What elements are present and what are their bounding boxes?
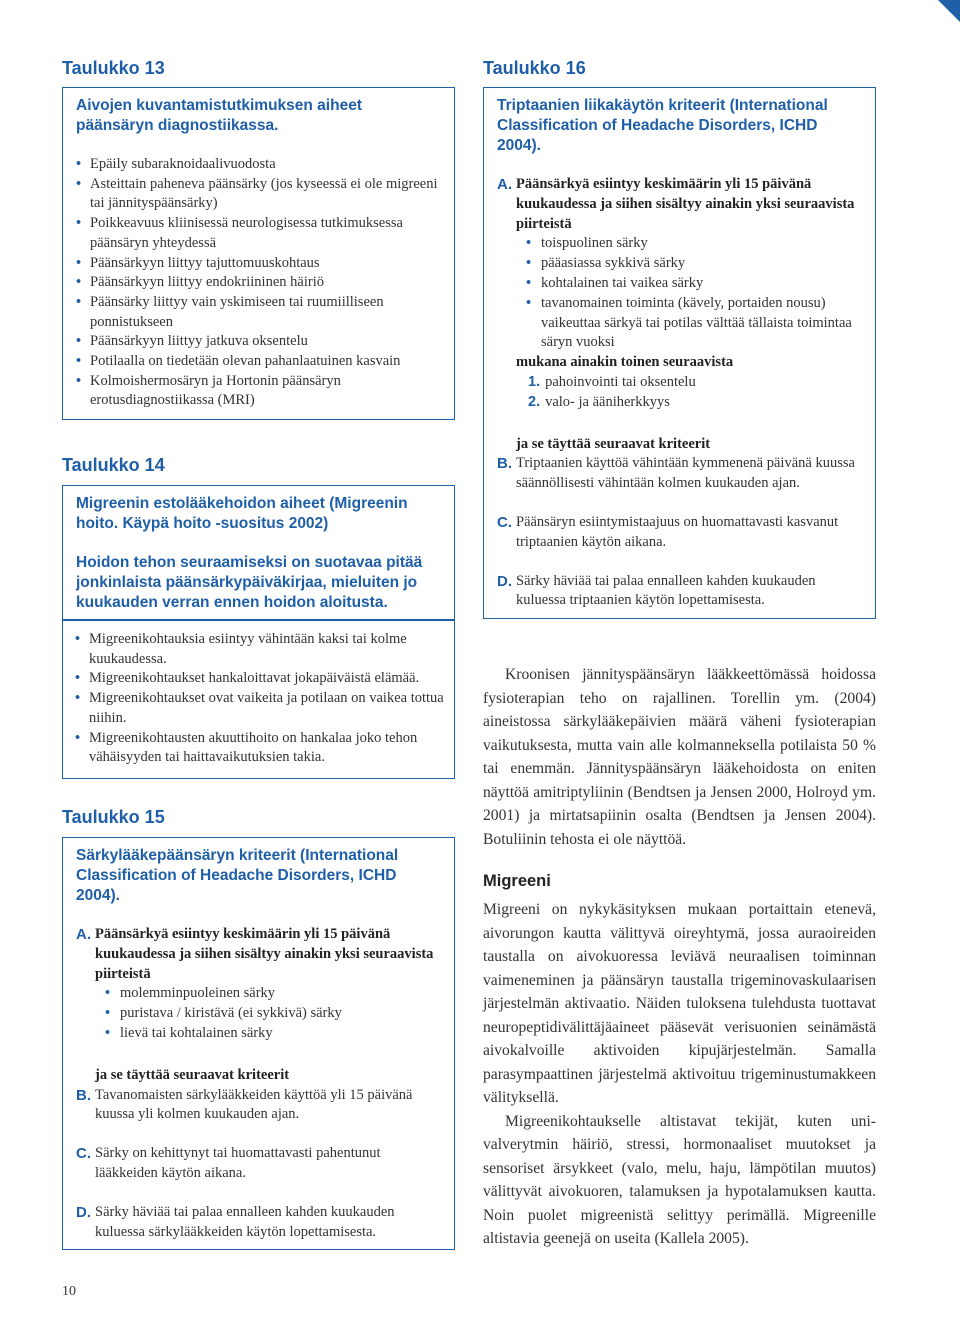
criterion-letter: B.: [497, 455, 512, 473]
list-item: • Päänsärkyyn liittyy tajuttomuuskohtaus: [76, 254, 442, 274]
table14-note: Hoidon tehon seuraamiseksi on suotavaa pitää jonkinlaista päänsärkypäiväkirjaa, mieluiten jo kuukauden verran ennen hoidon aloitusta.: [76, 554, 423, 611]
criterion-letter: C.: [76, 1145, 91, 1163]
criterion-a-text: Päänsärkyä esiintyy keskimäärin yli 15 päivänä kuukaudessa ja siihen sisältyy ainakin yksi seuraavista piirteistä: [516, 176, 855, 232]
table14-divider: [62, 619, 455, 621]
table16-criterion-d: [497, 572, 863, 612]
criterion-letter: D.: [76, 1203, 91, 1221]
table13-list: [76, 155, 442, 411]
table14-title: Migreenin estolääkehoidon aiheet (Migreenin hoito. Käypä hoito -suositus 2002): [76, 495, 408, 532]
table14-list: [75, 630, 447, 768]
list-item: • tavanomainen toiminta (kävely, portaiden nousu) vaikeuttaa särkyä tai potilas välttää tällaista toimintaa säryn vuoksi: [522, 294, 863, 353]
criteria-intro: ja se täyttää seuraavat kriteerit: [95, 1066, 290, 1083]
criterion-c-text: Päänsäryn esiintymistaajuus on huomattavasti kasvanut triptaanien käytön aikana.: [516, 513, 839, 550]
table16-box: [483, 87, 876, 619]
table16-num-list: [516, 373, 863, 413]
page-number: 10: [62, 1284, 76, 1299]
table14-heading: Taulukko 14: [62, 455, 165, 475]
list-item: 2. valo- ja ääniherkkyys: [528, 393, 670, 410]
criterion-letter: A.: [76, 926, 91, 943]
criterion-letter: D.: [497, 572, 512, 590]
corner-accent: [938, 0, 960, 22]
body-paragraph: Migreeni on nykykäsityksen mukaan portaittain etenevä, aivorungon kautta välittyvä oireyhtymä, jossa auraoireiden taustalla on aivokuoressa leviävä neuraalisen toiminnan vaimeneminen ja päänsäryn taustalla trigeminovaskulaarisen järjestelmän aktivaatio. Näiden tuloksena tulehdusta tuottavat neuropeptidivälittäjäaineet pääsevät verisuonien seinämästä aivokalvoille aktivoiden kipujärjestelmän. Samalla parasympaattinen järjestelmä aktivoituu trigeminustumakkeen välityksellä.: [483, 901, 876, 1106]
section-heading: Migreeni: [483, 872, 551, 890]
body-text: [483, 663, 876, 1251]
table16-a-list: [516, 234, 863, 353]
list-item: • Asteittain paheneva päänsärky (jos kyseessä ei ole migreeni tai jännityspäänsärky): [76, 175, 442, 214]
criterion-letter: A.: [497, 176, 512, 193]
list-item: • Epäily subaraknoidaalivuodosta: [76, 155, 442, 175]
criterion-letter: B.: [76, 1086, 91, 1104]
list-item: • Poikkeavuus kliinisessä neurologisessa tutkimuksessa päänsäryn yhteydessä: [76, 214, 442, 253]
list-item: • Migreenikohtauksia esiintyy vähintään kaksi tai kolme kuukaudessa.: [75, 630, 447, 669]
table15-criterion-c: [76, 1144, 442, 1184]
criterion-b-text: Tavanomaisten särkylääkkeiden käyttöä yli 15 päivänä kuussa yli kolmen kuukauden ajan.: [95, 1086, 413, 1123]
table15-heading: Taulukko 15: [62, 807, 165, 827]
criteria-intro: ja se täyttää seuraavat kriteerit: [516, 435, 711, 452]
table16-criterion-c: [497, 513, 863, 553]
list-item: • Migreenikohtausten akuuttihoito on hankalaa joko tehon vähäisyyden tai haittavaikutuksien takia.: [75, 729, 447, 768]
table16-title: Triptaanien liikakäytön kriteerit (International Classification of Headache Disorders, ICHD 2004).: [497, 97, 828, 154]
body-paragraph: Migreenikohtaukselle altistavat tekijät, kuten uni-valverytmin häiriö, stressi, hormonaaliset muutokset ja sensoriset ärsykkeet (valo, melu, haju, lämpötilan muutos) välittyvät aivokuoren, talamuksen ja hypotalamuksen kautta. Noin puolet migreenistä selittyy perimällä. Migreenille altistavia geenejä on useita (Kallela 2005).: [483, 1112, 876, 1247]
table15-a-list: [95, 984, 442, 1043]
criterion-d-text: Särky häviää tai palaa ennalleen kahden kuukauden kuluessa triptaanien käytön lopettamisesta.: [516, 572, 816, 609]
list-item: • molemminpuoleinen särky: [101, 984, 442, 1004]
list-item: • pääasiassa sykkivä särky: [522, 254, 863, 274]
list-item: • Päänsärky liittyy vain yskimiseen tai ruumiilliseen ponnistukseen: [76, 293, 442, 332]
table16-criterion-b: [497, 435, 863, 494]
list-item: 1. pahoinvointi tai oksentelu: [528, 373, 696, 390]
table16-heading: Taulukko 16: [483, 58, 586, 78]
table15-box: [62, 837, 455, 1250]
table15-title: Särkylääkepäänsäryn kriteerit (International Classification of Headache Disorders, ICHD 2004).: [76, 847, 399, 904]
list-item: • Päänsärkyyn liittyy endokriininen häiriö: [76, 273, 442, 293]
criteria-intro-one: mukana ainakin toinen seuraavista: [516, 354, 734, 371]
table13-heading: Taulukko 13: [62, 58, 165, 78]
table13-title: Aivojen kuvantamistutkimuksen aiheet päänsäryn diagnostiikassa.: [76, 97, 362, 134]
list-item: • kohtalainen tai vaikea särky: [522, 274, 863, 294]
body-paragraph: Kroonisen jännityspäänsäryn lääkkeettömässä hoidossa fysioterapian teho on rajallinen. Torellin ym. (2004) aineistossa särkylääkepäivien määrä väheni fysioterapian vaikutuksesta, mutta vain alle kolmanneksella potilaista 50 % tai enemmän. Jännityspäänsäryn lääkehoidosta on eniten näyttöä amitriptyliinin (Bendtsen ja Jensen 2000, Holroyd ym. 2001) ja mirtatsapiinin osalta (Bendtsen ja Jensen 2004). Botuliinin tehosta ei ole näyttöä.: [483, 666, 876, 848]
list-item: • Kolmoishermosäryn ja Hortonin päänsäryn erotusdiagnostiikassa (MRI): [76, 372, 442, 411]
criterion-b-text: Triptaanien käyttöä vähintään kymmenenä päivänä kuussa säännöllisesti vähintään kolmen kuukauden ajan.: [516, 455, 855, 492]
list-item: • Migreenikohtaukset ovat vaikeita ja potilaan on vaikea tottua niihin.: [75, 689, 447, 728]
table13-box: [62, 87, 455, 420]
list-item: • lievä tai kohtalainen särky: [101, 1024, 442, 1044]
list-item: • Päänsärkyyn liittyy jatkuva oksentelu: [76, 332, 442, 352]
list-item: • puristava / kiristävä (ei sykkivä) särky: [101, 1004, 442, 1024]
criterion-a-text: Päänsärkyä esiintyy keskimäärin yli 15 päivänä kuukaudessa ja siihen sisältyy ainakin yksi seuraavista piirteistä: [95, 926, 434, 982]
list-item: • toispuolinen särky: [522, 234, 863, 254]
table16-criterion-a: [497, 175, 863, 413]
criterion-d-text: Särky häviää tai palaa ennalleen kahden kuukauden kuluessa särkylääkkeiden käytön lopettamisesta.: [95, 1203, 395, 1240]
criterion-c-text: Särky on kehittynyt tai huomattavasti pahentunut lääkkeiden käytön aikana.: [95, 1145, 381, 1181]
list-item: • Potilaalla on tiedetään olevan pahanlaatuinen kasvain: [76, 352, 442, 372]
table15-criterion-a: [76, 925, 442, 1044]
table15-criterion-b: [76, 1066, 442, 1125]
table15-criterion-d: [76, 1203, 442, 1243]
list-item: • Migreenikohtaukset hankaloittavat jokapäiväistä elämää.: [75, 669, 447, 689]
criterion-letter: C.: [497, 513, 512, 531]
